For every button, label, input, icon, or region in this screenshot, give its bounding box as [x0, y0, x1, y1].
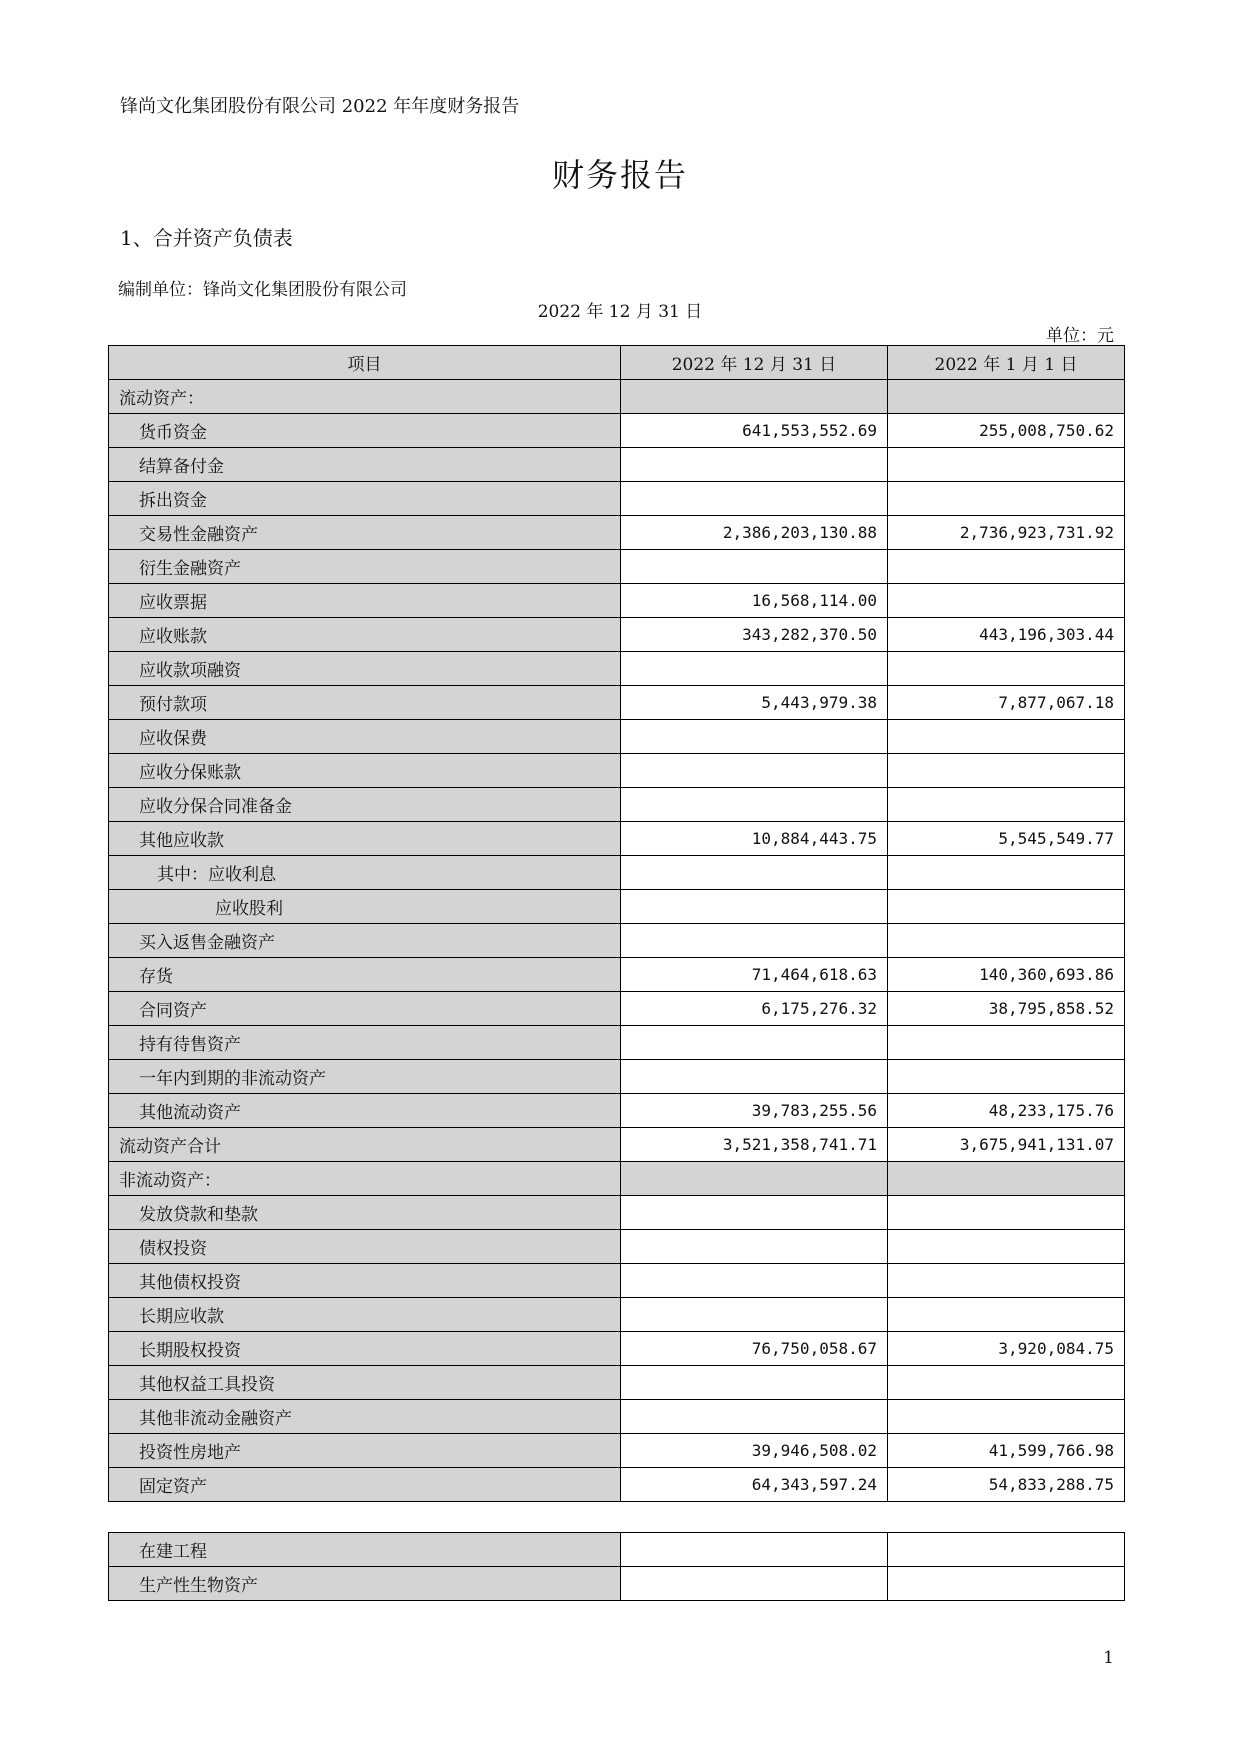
column-header-current: 2022 年 12 月 31 日 — [621, 346, 888, 380]
value-prior — [888, 1400, 1125, 1434]
table-row — [109, 1332, 1125, 1366]
value-prior — [888, 924, 1125, 958]
value-current — [621, 890, 888, 924]
table-row — [109, 856, 1125, 890]
value-current — [621, 856, 888, 890]
value-current — [621, 720, 888, 754]
row-label: 固定资产 — [109, 1468, 621, 1502]
value-prior — [888, 550, 1125, 584]
row-label: 合同资产 — [109, 992, 621, 1026]
table-row — [109, 1026, 1125, 1060]
value-prior — [888, 1196, 1125, 1230]
value-prior — [888, 1298, 1125, 1332]
value-prior — [888, 1264, 1125, 1298]
section-heading: 1、合并资产负债表 — [120, 226, 293, 250]
value-prior — [888, 890, 1125, 924]
row-label: 交易性金融资产 — [109, 516, 621, 550]
value-current: 39,946,508.02 — [621, 1434, 888, 1468]
value-current: 39,783,255.56 — [621, 1094, 888, 1128]
row-label: 非流动资产： — [109, 1162, 621, 1196]
row-label: 其他流动资产 — [109, 1094, 621, 1128]
value-current: 343,282,370.50 — [621, 618, 888, 652]
row-label: 应收股利 — [109, 890, 621, 924]
table-row — [109, 1468, 1125, 1502]
value-prior: 7,877,067.18 — [888, 686, 1125, 720]
row-label: 长期应收款 — [109, 1298, 621, 1332]
value-current — [621, 1400, 888, 1434]
value-current: 5,443,979.38 — [621, 686, 888, 720]
row-label: 流动资产合计 — [109, 1128, 621, 1162]
value-current: 2,386,203,130.88 — [621, 516, 888, 550]
value-current: 3,521,358,741.71 — [621, 1128, 888, 1162]
table-row — [109, 1264, 1125, 1298]
value-current — [621, 1230, 888, 1264]
table-row — [109, 1094, 1125, 1128]
table-row — [109, 380, 1125, 414]
value-prior — [888, 482, 1125, 516]
table-row — [109, 822, 1125, 856]
value-current — [621, 550, 888, 584]
table-row — [109, 1196, 1125, 1230]
row-label: 持有待售资产 — [109, 1026, 621, 1060]
table-row — [109, 448, 1125, 482]
table-row — [109, 1567, 1125, 1601]
table-row — [109, 720, 1125, 754]
row-label: 生产性生物资产 — [109, 1567, 621, 1601]
value-prior — [888, 1060, 1125, 1094]
row-label: 应收票据 — [109, 584, 621, 618]
value-prior — [888, 1162, 1125, 1196]
table-row — [109, 1162, 1125, 1196]
value-prior: 41,599,766.98 — [888, 1434, 1125, 1468]
row-label: 货币资金 — [109, 414, 621, 448]
value-prior — [888, 1366, 1125, 1400]
value-current — [621, 1567, 888, 1601]
table-row — [109, 1400, 1125, 1434]
value-prior: 3,920,084.75 — [888, 1332, 1125, 1366]
value-prior — [888, 1230, 1125, 1264]
report-date: 2022 年 12 月 31 日 — [537, 302, 703, 322]
value-prior — [888, 448, 1125, 482]
balance-sheet-body — [109, 380, 1125, 1502]
balance-sheet-table-continued — [108, 1532, 1125, 1601]
value-prior: 38,795,858.52 — [888, 992, 1125, 1026]
column-header-prior: 2022 年 1 月 1 日 — [888, 346, 1125, 380]
row-label: 其中：应收利息 — [109, 856, 621, 890]
value-current — [621, 1264, 888, 1298]
value-current — [621, 788, 888, 822]
value-prior: 2,736,923,731.92 — [888, 516, 1125, 550]
table-row — [109, 686, 1125, 720]
table-row — [109, 754, 1125, 788]
value-prior: 54,833,288.75 — [888, 1468, 1125, 1502]
table-row — [109, 550, 1125, 584]
value-prior: 5,545,549.77 — [888, 822, 1125, 856]
table-row — [109, 1533, 1125, 1567]
balance-sheet-body-continued — [109, 1533, 1125, 1601]
row-label: 债权投资 — [109, 1230, 621, 1264]
row-label: 在建工程 — [109, 1533, 621, 1567]
table-row — [109, 618, 1125, 652]
currency-unit: 单位：元 — [1046, 326, 1114, 346]
value-current — [621, 1298, 888, 1332]
row-label: 衍生金融资产 — [109, 550, 621, 584]
value-current: 10,884,443.75 — [621, 822, 888, 856]
row-label: 其他权益工具投资 — [109, 1366, 621, 1400]
table-row — [109, 516, 1125, 550]
row-label: 应收分保账款 — [109, 754, 621, 788]
value-current — [621, 1196, 888, 1230]
row-label: 存货 — [109, 958, 621, 992]
value-prior: 48,233,175.76 — [888, 1094, 1125, 1128]
value-prior — [888, 720, 1125, 754]
table-row — [109, 924, 1125, 958]
table-row — [109, 1366, 1125, 1400]
value-prior — [888, 380, 1125, 414]
value-current — [621, 1026, 888, 1060]
table-row — [109, 584, 1125, 618]
table-row — [109, 1298, 1125, 1332]
row-label: 发放贷款和垫款 — [109, 1196, 621, 1230]
value-current — [621, 448, 888, 482]
value-current — [621, 380, 888, 414]
value-current — [621, 754, 888, 788]
row-label: 拆出资金 — [109, 482, 621, 516]
value-prior — [888, 754, 1125, 788]
value-prior: 443,196,303.44 — [888, 618, 1125, 652]
table-row — [109, 482, 1125, 516]
row-label: 结算备付金 — [109, 448, 621, 482]
column-header-item: 项目 — [109, 346, 621, 380]
table-row — [109, 890, 1125, 924]
value-current — [621, 924, 888, 958]
table-row — [109, 1128, 1125, 1162]
row-label: 预付款项 — [109, 686, 621, 720]
table-row — [109, 992, 1125, 1026]
running-header: 锋尚文化集团股份有限公司 2022 年年度财务报告 — [120, 96, 520, 117]
table-row — [109, 652, 1125, 686]
value-prior — [888, 652, 1125, 686]
table-row — [109, 788, 1125, 822]
row-label: 投资性房地产 — [109, 1434, 621, 1468]
value-current: 76,750,058.67 — [621, 1332, 888, 1366]
row-label: 其他应收款 — [109, 822, 621, 856]
table-row — [109, 414, 1125, 448]
row-label: 应收账款 — [109, 618, 621, 652]
row-label: 其他债权投资 — [109, 1264, 621, 1298]
table-row — [109, 958, 1125, 992]
row-label: 应收款项融资 — [109, 652, 621, 686]
value-current — [621, 652, 888, 686]
value-prior — [888, 1026, 1125, 1060]
value-current: 6,175,276.32 — [621, 992, 888, 1026]
row-label: 流动资产： — [109, 380, 621, 414]
row-label: 其他非流动金融资产 — [109, 1400, 621, 1434]
page-title: 财务报告 — [551, 156, 688, 194]
row-label: 应收保费 — [109, 720, 621, 754]
value-current — [621, 1060, 888, 1094]
value-prior — [888, 584, 1125, 618]
table-row — [109, 1434, 1125, 1468]
value-current: 64,343,597.24 — [621, 1468, 888, 1502]
value-prior — [888, 856, 1125, 890]
value-prior: 3,675,941,131.07 — [888, 1128, 1125, 1162]
value-current: 16,568,114.00 — [621, 584, 888, 618]
value-prior — [888, 788, 1125, 822]
row-label: 买入返售金融资产 — [109, 924, 621, 958]
value-prior — [888, 1567, 1125, 1601]
row-label: 长期股权投资 — [109, 1332, 621, 1366]
value-current: 641,553,552.69 — [621, 414, 888, 448]
page-number: 1 — [1103, 1648, 1114, 1668]
row-label: 应收分保合同准备金 — [109, 788, 621, 822]
value-prior: 255,008,750.62 — [888, 414, 1125, 448]
value-current: 71,464,618.63 — [621, 958, 888, 992]
table-row — [109, 1060, 1125, 1094]
value-current — [621, 1162, 888, 1196]
balance-sheet-table — [108, 345, 1125, 1502]
value-prior: 140,360,693.86 — [888, 958, 1125, 992]
value-prior — [888, 1533, 1125, 1567]
value-current — [621, 482, 888, 516]
value-current — [621, 1533, 888, 1567]
row-label: 一年内到期的非流动资产 — [109, 1060, 621, 1094]
table-header-row — [109, 346, 1125, 380]
preparer-company: 编制单位：锋尚文化集团股份有限公司 — [118, 280, 407, 300]
table-row — [109, 1230, 1125, 1264]
value-current — [621, 1366, 888, 1400]
